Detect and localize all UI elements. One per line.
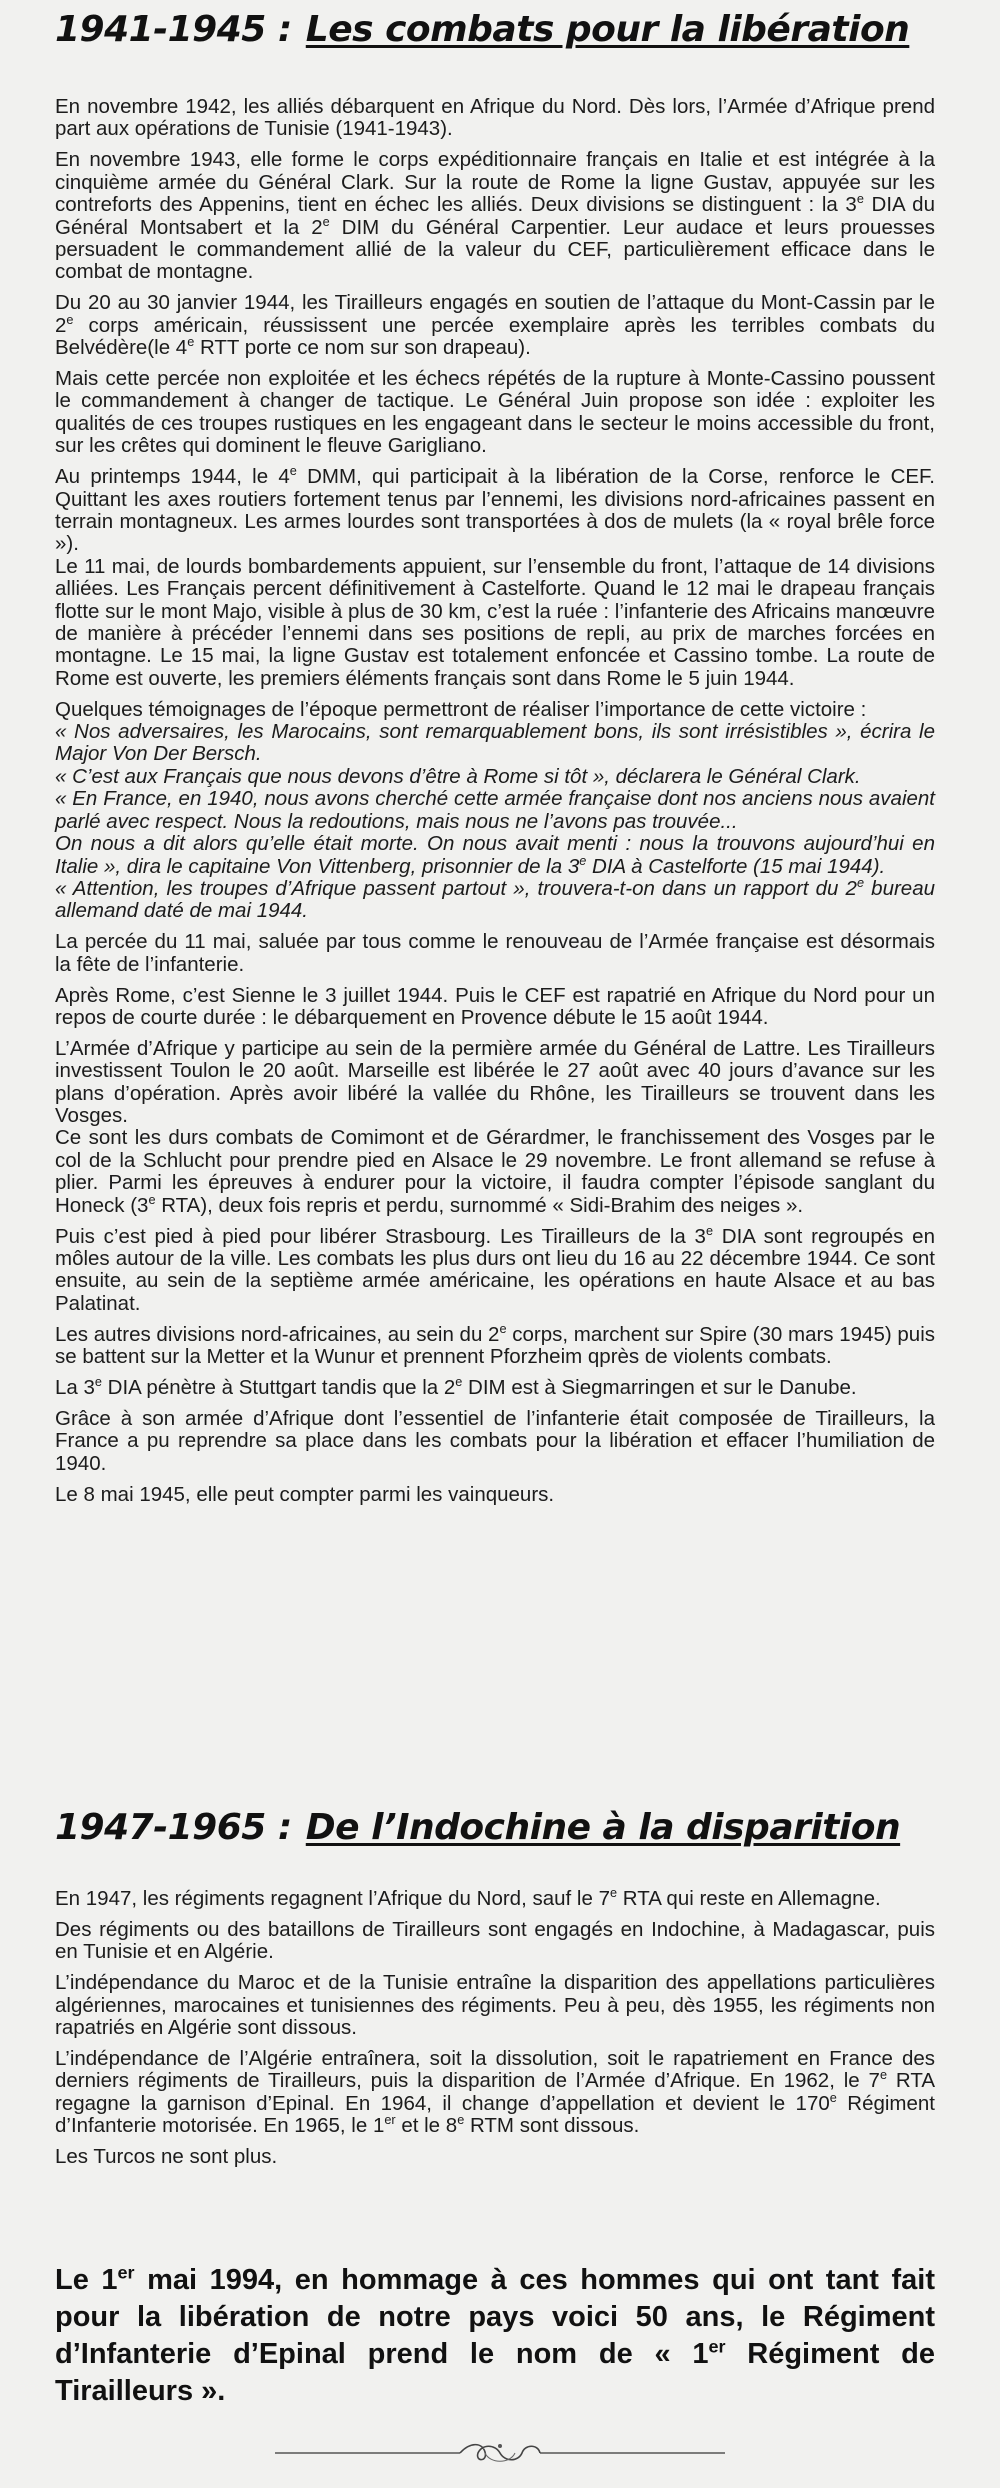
paragraph: L’indépendance de l’Algérie entraînera, soit la dissolution, soit le rapatriement en France des derniers régiments de Tirailleurs, puis la disparition de l’Armée d’Afrique. En 1962, le 7e RTA regagne la garnison d’Epinal. En 1964, il change d’appellation et devient le 170e Régiment d’Infanterie motorisée. En 1965, le 1er et le 8e RTM sont dissous. xyxy=(55,2046,936,2138)
tribute-statement: Le 1er mai 1994, en hommage à ces hommes qui ont tant fait pour la libération de notre pays voici 50 ans, le Régiment d’Infanterie d’Epinal prend le nom de « 1er Régiment de Tirailleurs ». xyxy=(55,2262,936,2407)
paragraph: Du 20 au 30 janvier 1944, les Tirailleurs engagés en soutien de l’attaque du Mont-Cassin par le 2e corps américain, réussissent une percée exemplaire après les terribles combats du Belvédère(le 4e RTT porte ce nom sur son drapeau). xyxy=(55,291,935,360)
paragraph: « C’est aux Français que nous devons d’être à Rome si tôt », déclarera le Général Clark. xyxy=(55,764,861,788)
paragraph: Après Rome, c’est Sienne le 3 juillet 1944. Puis le CEF est rapatrié en Afrique du Nord pour un repos de courte durée : le débarquement en Provence débute le 15 août 1944. xyxy=(55,983,935,1029)
section-1941-1945-title xyxy=(55,10,909,50)
paragraph: Quelques témoignages de l’époque permettront de réaliser l’importance de cette victoire : xyxy=(55,697,867,721)
paragraph: Des régiments ou des bataillons de Tirailleurs sont engagés en Indochine, à Madagascar, puis en Tunisie et en Algérie. xyxy=(55,1917,935,1964)
paragraph: Le 11 mai, de lourds bombardements appuient, sur l’ensemble du front, l’attaque de 14 divisions alliées. Les Français percent définitivement à Castelforte. Quand le 12 mai le drapeau français flotte sur le mont Majo, visible à plus de 30 km, c’est la ruée : l’infanterie des Africains manœuvre de manière à précéder l’ennemi dans ses positions de repli, au prix de marches forcées en montagne. Le 15 mai, la ligne Gustav est totalement enfoncée et Cassino tombe. La route de Rome est ouverte, les premiers éléments français sont dans Rome le 5 juin 1944. xyxy=(55,554,935,690)
paragraph: « Nos adversaires, les Marocains, sont remarquablement bons, ils sont irrésistibles », écrira le Major Von Der Bersch. xyxy=(55,720,935,766)
section-1947-1965-title xyxy=(55,1808,900,1848)
section-title-years: 1947-1965 : xyxy=(55,1807,292,1848)
section-1947-1965-body xyxy=(55,1885,936,2177)
paragraph: La percée du 11 mai, saluée par tous comme le renouveau de l’Armée française est désormais la fête de l’infanterie. xyxy=(55,930,935,976)
paragraph: En novembre 1942, les alliés débarquent en Afrique du Nord. Dès lors, l’Armée d’Afrique prend part aux opérations de Tunisie (1941-1943). xyxy=(55,95,935,141)
paragraph: « Attention, les troupes d’Afrique passent partout », trouvera-t-on dans un rapport du 2e bureau allemand daté de mai 1944. xyxy=(55,875,935,923)
section-title-years: 1941-1945 : xyxy=(55,9,292,50)
section-title-text: De l’Indochine à la disparition xyxy=(305,1807,901,1848)
paragraph: La 3e DIA pénètre à Stuttgart tandis que la 2e DIM est à Siegmarringen et sur le Danube. xyxy=(55,1374,857,1400)
paragraph: Les Turcos ne sont plus. xyxy=(55,2145,278,2169)
decorative-flourish-icon xyxy=(270,2440,730,2466)
paragraph: Ce sont les durs combats de Comimont et de Gérardmer, le franchissement des Vosges par le col de la Schlucht pour prendre pied en Alsace le 29 novembre. Le front allemand se refuse à plier. Parmi les épreuves à endurer pour la victoire, il faudra compter l’épisode sanglant du Honeck (3e RTA), deux fois repris et perdu, surnommé « Sidi-Brahim des neiges ». xyxy=(55,1126,935,1217)
paragraph: Mais cette percée non exploitée et les échecs répétés de la rupture à Monte-Cassino poussent le commandement à changer de tactique. Le Général Juin propose son idée : exploiter les qualités de ces troupes rustiques en les engageant dans le secteur le moins accessible du front, sur les crêtes qui dominent le fleuve Garigliano. xyxy=(55,366,935,458)
paragraph: L’Armée d’Afrique y participe au sein de la permière armée du Général de Lattre. Les Tirailleurs investissent Toulon le 20 août. Marseille est libérée le 27 août avec 40 jours d’avance sur les plans d’opération. Après avoir libéré la vallée du Rhône, les Tirailleurs se trouvent dans les Vosges. xyxy=(55,1036,935,1128)
paragraph: En 1947, les régiments regagnent l’Afrique du Nord, sauf le 7e RTA qui reste en Allemagne. xyxy=(55,1885,881,1910)
paragraph: L’indépendance du Maroc et de la Tunisie entraîne la disparition des appellations particulières algériennes, marocaines et tunisiennes des régiments. Peu à peu, dès 1955, les régiments non rapatriés en Algérie sont dissous. xyxy=(55,1971,935,2040)
paragraph: Grâce à son armée d’Afrique dont l’essentiel de l’infanterie était composée de Tirailleurs, la France a pu reprendre sa place dans les combats pour la libération et effacer l’humiliation de 1940. xyxy=(55,1406,935,1475)
paragraph: On nous a dit alors qu’elle était morte. On nous avait menti : nous la trouvons aujourd’hui en Italie », dira le capitaine Von Vittenberg, prisonnier de la 3e DIA à Castelforte (15 mai 1944). xyxy=(55,832,935,878)
paragraph: « En France, en 1940, nous avons cherché cette armée française dont nos anciens nous avaient parlé avec respect. Nous la redoutions, mais nous ne l’avons pas trouvée... xyxy=(55,787,935,833)
paragraph: En novembre 1943, elle forme le corps expéditionnaire français en Italie et est intégrée à la cinquième armée du Général Clark. Sur la route de Rome la ligne Gustav, appuyée sur les contreforts des Appenins, tient en échec les alliés. Deux divisions se distinguent : la 3e DIA du Général Montsabert et la 2e DIM du Général Carpentier. Leur audace et leurs prouesses persuadent le commandement allié de la valeur du CEF, particulièrement efficace dans le combat de montagne. xyxy=(55,148,936,284)
paragraph: Puis c’est pied à pied pour libérer Strasbourg. Les Tirailleurs de la 3e DIA sont regroupés en môles autour de la ville. Les combats les plus durs ont lieu du 16 au 22 décembre 1944. Ce sont ensuite, au sein de la septième armée américaine, les opérations en haute Alsace et au bas Palatinat. xyxy=(55,1222,935,1315)
paragraph: Au printemps 1944, le 4e DMM, qui participait à la libération de la Corse, renforce le CEF. Quittant les axes routiers fortement tenus par l’ennemi, les divisions nord-africaines passent en terrain montagneux. Les armes lourdes sont transportées à dos de mulets (la « royal brêle force »). xyxy=(55,463,935,556)
section-title-text: Les combats pour la libération xyxy=(305,9,910,50)
paragraph: Le 8 mai 1945, elle peut compter parmi les vainqueurs. xyxy=(55,1482,555,1506)
paragraph: Les autres divisions nord-africaines, au sein du 2e corps, marchent sur Spire (30 mars 1945) puis se battent sur la Metter et la Wunur et prennent Pforzheim qprès de violents combats. xyxy=(55,1320,935,1369)
section-1941-1945-body xyxy=(55,96,935,1515)
